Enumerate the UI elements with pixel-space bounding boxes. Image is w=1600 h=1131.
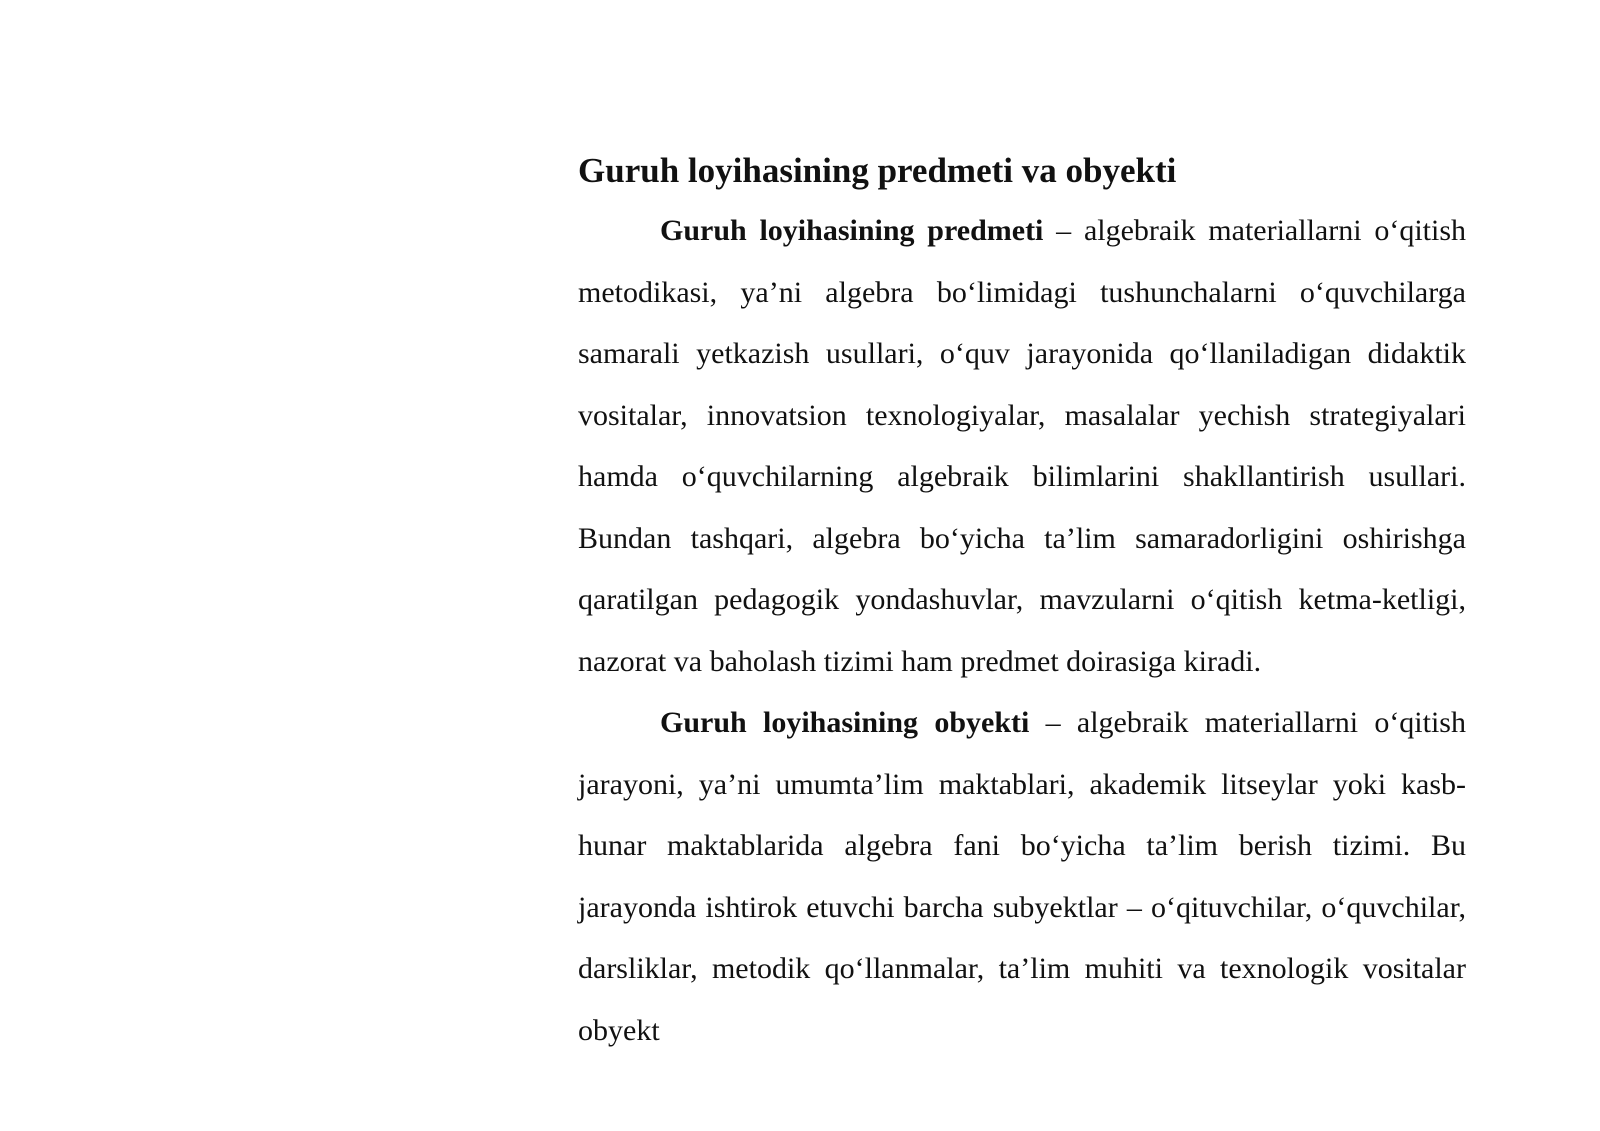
document-body — [578, 142, 1466, 1061]
paragraph-object-text: – algebraik materiallarni o‘qitish jarayoni, ya’ni umumta’lim maktablari, akademik litseylar yoki kasb-hunar maktablarida algebra fani bo‘yicha ta’lim berish tizimi. Bu jarayonda ishtirok etuvchi barcha subyektlar – o‘qituvchilar, o‘quvchilar, darsliklar, metodik qo‘llanmalar, ta’lim muhiti va texnologik vositalar obyekt — [578, 706, 1466, 1047]
section-heading: Guruh loyihasining predmeti va obyekti — [578, 151, 1177, 190]
paragraph-subject-lead: Guruh loyihasining predmeti — [660, 214, 1044, 247]
paragraph-subject-text: – algebraik materiallarni o‘qitish metodikasi, ya’ni algebra bo‘limidagi tushunchalarni o‘quvchilarga samarali yetkazish usullari, o‘quv jarayonida qo‘llaniladigan didaktik vositalar, innovatsion texnologiyalar, masalalar yechish strategiyalari hamda o‘quvchilarning algebraik bilimlarini shakllantirish usullari. Bundan tashqari, algebra bo‘yicha ta’lim samaradorligini oshirishga qaratilgan pedagogik yondashuvlar, mavzularni o‘qitish ketma-ketligi, nazorat va baholash tizimi ham predmet doirasiga kiradi. — [578, 214, 1466, 678]
paragraph-object — [578, 692, 1466, 1061]
paragraph-object-lead: Guruh loyihasining obyekti — [660, 706, 1030, 739]
paragraph-subject — [578, 200, 1466, 692]
